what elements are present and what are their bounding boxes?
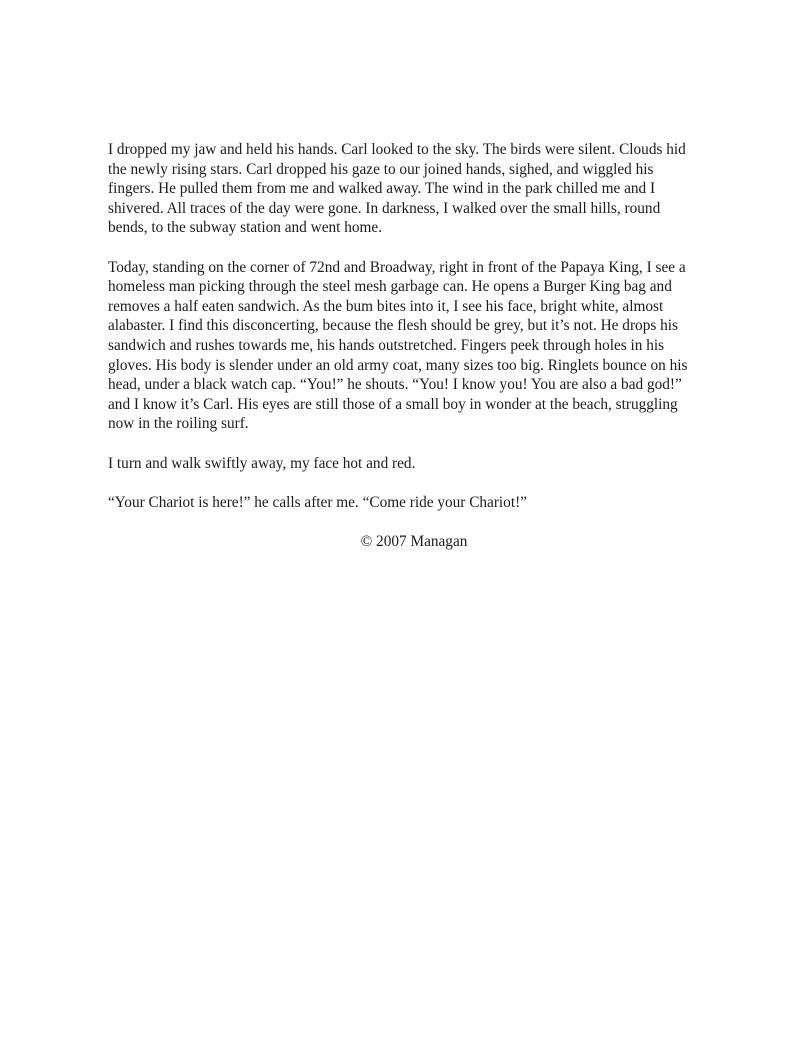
paragraph-3: I turn and walk swiftly away, my face hot and red. — [108, 454, 416, 472]
copyright-notice: © 2007 Managan — [360, 532, 468, 550]
paragraph-4: “Your Chariot is here!” he calls after me. “Come ride your Chariot!” — [108, 493, 527, 511]
paragraph-2: Today, standing on the corner of 72nd and Broadway, right in front of the Papaya King, I see a homeless man picking through the steel mesh garbage can. He opens a Burger King bag and removes a half eaten sandwich. As the bum bites into it, I see his face, bright white, almost alabaster. I find this disconcerting, because the flesh should be grey, but it’s not. He drops his sandwich and rushes towards me, his hands outstretched. Fingers peek through holes in his gloves. His body is slender under an old army coat, many sizes too big. Ringlets bounce on his head, under a black watch cap. “You!” he shouts. “You! I know you! You are also a bad god!” and I know it’s Carl. His eyes are still those of a small boy in wonder at the beach, struggling now in the roiling surf. — [108, 258, 688, 433]
document-body — [108, 140, 723, 551]
paragraph-1: I dropped my jaw and held his hands. Carl looked to the sky. The birds were silent. Clouds hid the newly rising stars. Carl dropped his gaze to our joined hands, sighed, and wiggled his fingers. He pulled them from me and walked away. The wind in the park chilled me and I shivered. All traces of the day were gone. In darkness, I walked over the small hills, round bends, to the subway station and went home. — [108, 141, 686, 237]
